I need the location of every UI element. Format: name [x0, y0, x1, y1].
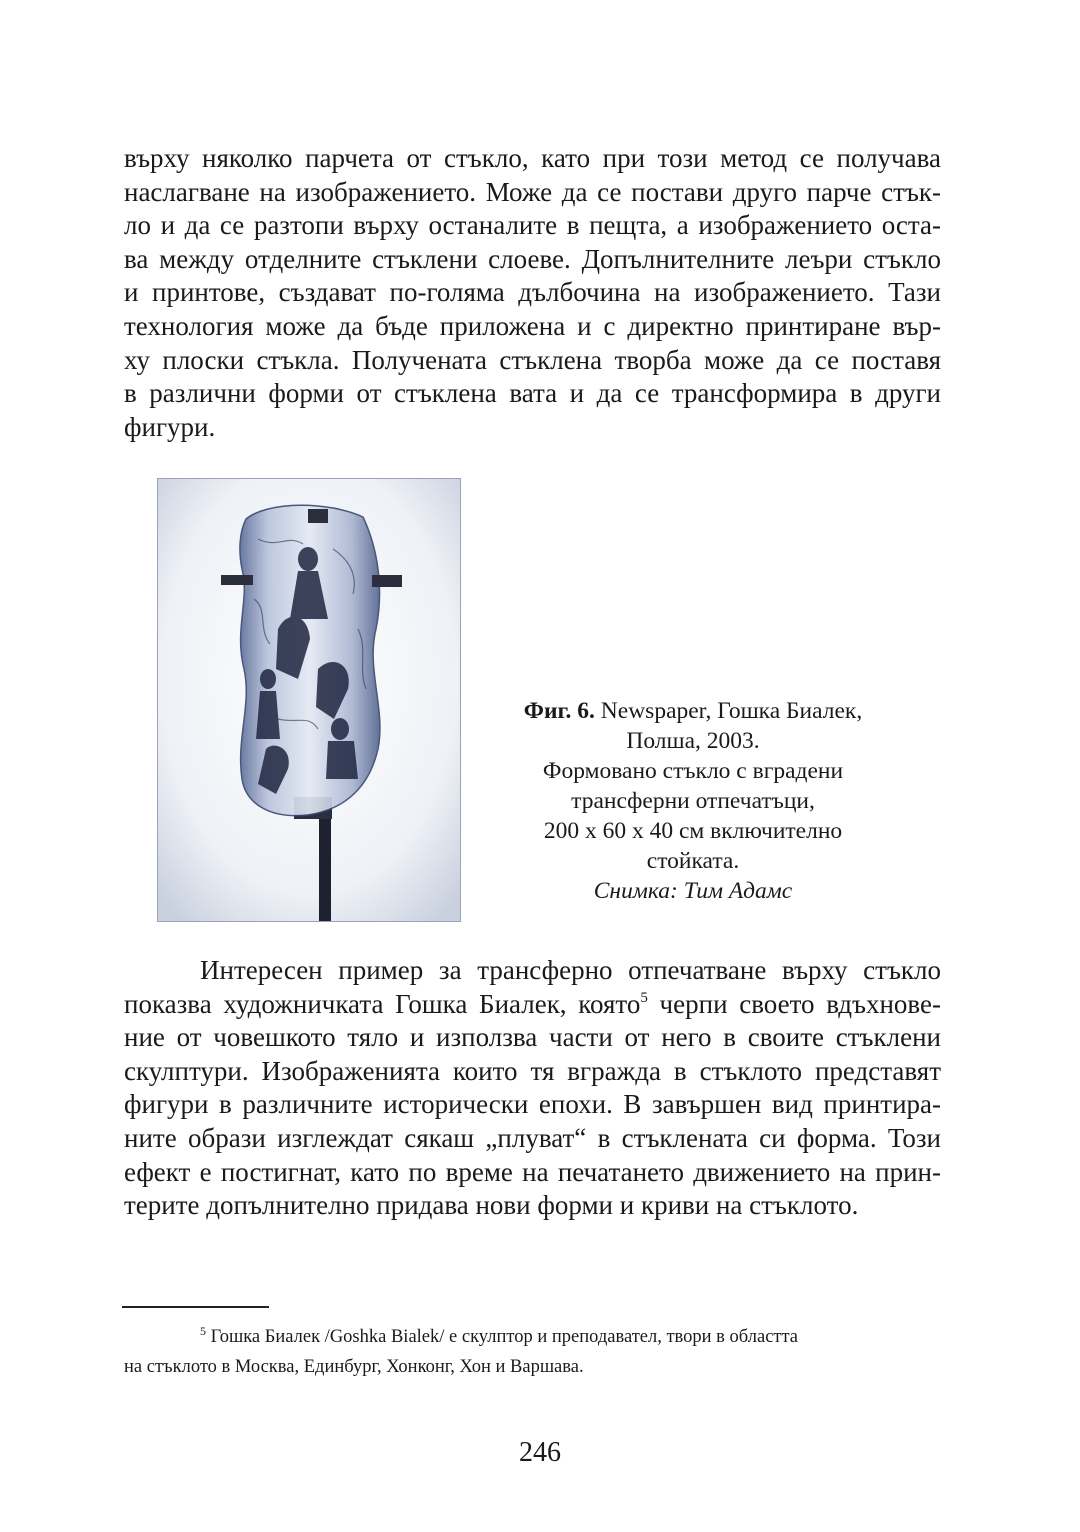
text-line: и принтове, създават по-голяма дълбочина на изображението. Тази: [124, 277, 941, 308]
caption-title-line: [472, 696, 914, 726]
text-line: ните образи изглеждат сякаш „плуват“ в стъклената си форма. Този: [124, 1122, 941, 1153]
footnote-line: на стъклото в Москва, Единбург, Хонконг, Хон и Варшава.: [124, 1357, 584, 1377]
footnote-number: 5: [200, 1324, 206, 1338]
text-line: скулптури. Изображенията които тя вгражда в стъклото представят: [124, 1055, 941, 1086]
caption-line: Формовано стъкло с вградени: [542, 758, 844, 784]
footnote-line: [124, 1322, 941, 1352]
text-line: наслагване на изображението. Може да се постави друго парче стък-: [124, 176, 941, 207]
footnote-divider: [122, 1306, 269, 1308]
text-fragment: показва художничката Гошка Биалек, която: [124, 988, 641, 1019]
figure-caption: [472, 696, 914, 906]
footnote: [124, 1322, 941, 1382]
text-line: ло и да се разтопи върху останалите в пещта, а изображението оста-: [124, 210, 941, 241]
caption-line: трансферни отпечатъци,: [571, 788, 815, 814]
text-line: фигури.: [124, 411, 216, 442]
text-line: в различни форми от стъклена вата и да се трансформира в други: [124, 378, 941, 409]
text-line: ние от човешкото тяло и използва части от него в своите стъклени: [124, 1022, 941, 1053]
text-line: ефект е постигнат, като по време на печатането движението на прин-: [124, 1156, 941, 1187]
footnote-text: Гошка Биалек /Goshka Bialek/ е скулптор и преподавател, твори в областта: [206, 1327, 799, 1347]
text-line: фигури в различните исторически епохи. В завършен вид принтира-: [124, 1089, 941, 1120]
caption-line: Полша, 2003.: [626, 728, 760, 754]
caption-line: 200 х 60 х 40 см включително: [543, 818, 843, 844]
text-line: технология може да бъде приложена и с директно принтиране вър-: [124, 310, 941, 341]
footnote-ref[interactable]: 5: [640, 989, 648, 1006]
caption-line: стойката.: [646, 848, 740, 874]
page-number: 246: [519, 1437, 561, 1468]
text-line: върху няколко парчета от стъкло, като при този метод се получава: [124, 143, 941, 173]
figure-sculpture-photo: [157, 478, 461, 922]
caption-title: Newspaper, Гошка Биалек,: [594, 698, 863, 724]
paragraph-bialek: [124, 954, 941, 1223]
photo-credit: [472, 876, 914, 906]
paragraph-intro: [124, 142, 941, 444]
photo-credit-text: Снимка: Тим Адамс: [593, 878, 793, 904]
text-line: ху плоски стъкла. Получената стъклена творба може да се поставя: [124, 344, 941, 375]
text-fragment: черпи своето вдъхнове-: [647, 988, 941, 1019]
text-line: ва между отделните стъклени слоеве. Допълнителните леъри стъкло: [124, 243, 941, 274]
text-line: терите допълнително придава нови форми и криви на стъклото.: [124, 1190, 859, 1221]
text-line: Интересен пример за трансферно отпечатване върху стъкло: [200, 955, 941, 985]
text-line: [124, 988, 941, 1022]
caption-label: Фиг. 6.: [523, 698, 595, 724]
sculpture-stand: [319, 809, 331, 921]
